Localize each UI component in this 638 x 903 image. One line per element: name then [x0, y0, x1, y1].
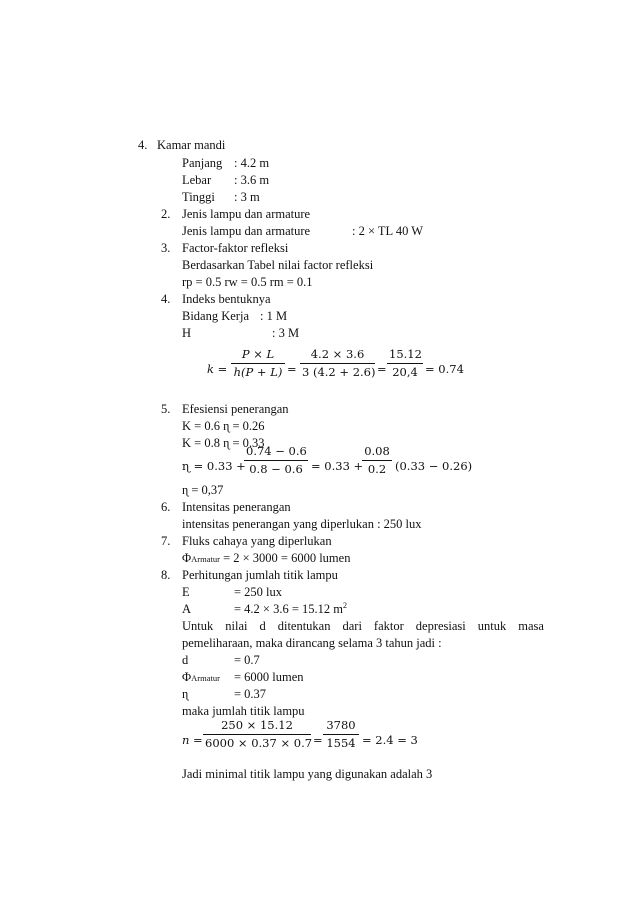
item-title: Perhitungan jumlah titik lampu	[182, 568, 338, 582]
var-label: d	[182, 653, 189, 667]
superscript: 2	[343, 601, 347, 610]
fraction-numerator: 0.74 − 0.6	[244, 444, 308, 461]
dim-label-lebar: Lebar	[182, 173, 212, 187]
fraction-numerator: P × L	[231, 347, 285, 364]
word: Untuk	[182, 619, 214, 633]
item-number: 3.	[161, 241, 171, 255]
item-number: 7.	[161, 534, 171, 548]
fraction-numerator: 0.08	[362, 444, 392, 461]
item-title: Jenis lampu dan armature	[182, 207, 311, 221]
area-value	[234, 602, 347, 616]
work-plane-value: : 1 M	[260, 309, 288, 323]
fraction	[323, 718, 359, 751]
eq-result: = 0.74	[425, 362, 464, 376]
text-line: maka jumlah titik lampu	[182, 704, 305, 718]
fraction-denominator: 20,4	[392, 365, 418, 379]
item-title: Factor-faktor refleksi	[182, 241, 289, 255]
equals-sign: =	[313, 733, 323, 747]
fraction-denominator: 6000 × 0.37 × 0.7	[205, 736, 313, 750]
item-title: Indeks bentuknya	[182, 292, 271, 306]
efficiency-row: K = 0.6 ɳ = 0.26	[182, 419, 265, 433]
word: d	[259, 619, 266, 633]
fraction-numerator: 3780	[323, 718, 359, 735]
equals-sign: =	[287, 362, 297, 376]
dim-label-tinggi: Tinggi	[182, 190, 215, 204]
dim-value-panjang: : 4.2 m	[234, 156, 270, 170]
var-label: A	[182, 602, 192, 616]
section-number: 4.	[138, 138, 148, 152]
flux-expression: = 2 × 3000 = 6000 lumen	[219, 551, 351, 565]
word: faktor	[373, 619, 404, 633]
paragraph-line	[182, 619, 544, 633]
flux-line	[182, 551, 350, 566]
dim-label-panjang: Panjang	[182, 156, 223, 170]
fraction-numerator: 250 × 15.12	[203, 718, 311, 735]
conclusion-text: Jadi minimal titik lampu yang digunakan adalah 3	[182, 767, 433, 781]
fraction	[300, 347, 375, 380]
height-label: H	[182, 326, 192, 340]
item-title: Efesiensi penerangan	[182, 402, 289, 416]
efficiency-result: ɳ = 0,37	[182, 483, 224, 497]
var-value: = 4.2 × 3.6 = 15.12 m	[234, 602, 343, 616]
var-label: ɳ	[182, 687, 189, 701]
lamp-type-label: Jenis lampu dan armature	[182, 224, 311, 238]
var-value: = 0.37	[234, 687, 267, 701]
paragraph-line: pemeliharaan, maka dirancang selama 3 tahun jadi :	[182, 636, 442, 650]
eq-result: = 2.4 = 3	[362, 733, 418, 747]
reflection-values: rp = 0.5 rw = 0.5 rm = 0.1	[182, 275, 313, 289]
eq-lhs: ɳ = 0.33 +	[182, 459, 246, 473]
lamp-type-value: : 2 × TL 40 W	[352, 224, 424, 238]
item-number: 8.	[161, 568, 171, 582]
word: depresiasi	[415, 619, 466, 633]
item-number: 4.	[161, 292, 171, 306]
fraction	[362, 444, 392, 477]
fraction-numerator: 4.2 × 3.6	[300, 347, 375, 364]
item-number: 5.	[161, 402, 171, 416]
dim-value-lebar: : 3.6 m	[234, 173, 270, 187]
item-title: Intensitas penerangan	[182, 500, 291, 514]
fraction-denominator: 0.8 − 0.6	[249, 462, 303, 476]
phi-subscript: Armatur	[191, 673, 220, 683]
word: nilai	[225, 619, 248, 633]
item-title: Fluks cahaya yang diperlukan	[182, 534, 332, 548]
fraction-denominator: 0.2	[367, 462, 387, 476]
phi-subscript: Armatur	[191, 554, 220, 564]
text-line: intensitas penerangan yang diperlukan : 250 lux	[182, 517, 422, 531]
var-value: = 0.7	[234, 653, 260, 667]
dim-value-tinggi: : 3 m	[234, 190, 260, 204]
var-label: E	[182, 585, 190, 599]
item-number: 2.	[161, 207, 171, 221]
word: untuk	[477, 619, 507, 633]
eq-lhs: n =	[182, 733, 203, 747]
fraction-denominator: 1554	[326, 736, 356, 750]
fraction	[203, 718, 311, 751]
height-value: : 3 M	[272, 326, 300, 340]
eq-tail: (0.33 − 0.26)	[395, 459, 473, 473]
fraction	[387, 347, 423, 380]
fraction-numerator: 15.12	[387, 347, 423, 364]
fraction	[231, 347, 285, 380]
item-number: 6.	[161, 500, 171, 514]
word: dari	[342, 619, 362, 633]
phi-symbol: Φ	[182, 670, 192, 684]
var-value: = 250 lux	[234, 585, 283, 599]
eq-lhs: k =	[207, 362, 228, 376]
var-label	[182, 670, 220, 685]
text-line: Berdasarkan Tabel nilai factor refleksi	[182, 258, 374, 272]
fraction	[244, 444, 308, 477]
section-title: Kamar mandi	[157, 138, 226, 152]
eq-middle: = 0.33 +	[311, 459, 364, 473]
var-value: = 6000 lumen	[234, 670, 304, 684]
fraction-denominator: 3 (4.2 + 2.6)	[302, 365, 376, 379]
phi-symbol: Φ	[182, 551, 192, 565]
word: masa	[518, 619, 544, 633]
equals-sign: =	[377, 362, 387, 376]
efficiency-row: K = 0.8 ɳ = 0.33	[182, 436, 265, 450]
fraction-denominator: h(P + L)	[233, 365, 283, 379]
word: ditentukan	[277, 619, 331, 633]
work-plane-label: Bidang Kerja	[182, 309, 249, 323]
